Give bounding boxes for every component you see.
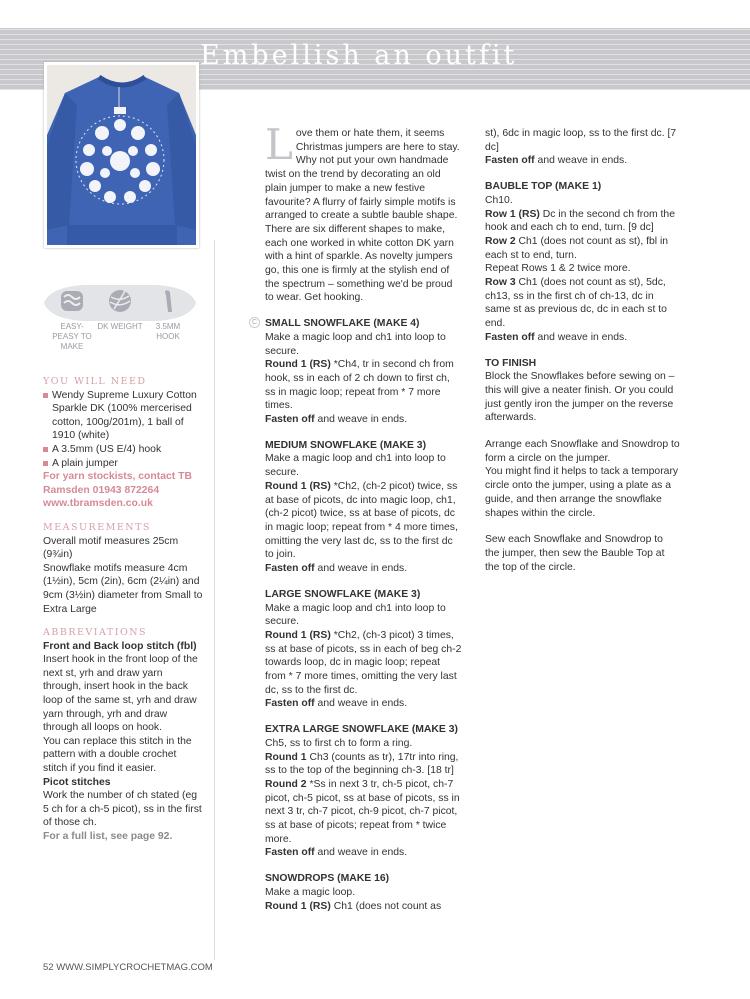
full-list-link[interactable]: For a full list, see page 92. <box>43 831 173 842</box>
fasten-text: and weave in ends. <box>314 414 408 426</box>
medium-line1: Make a magic loop and ch1 into loop to secure. <box>265 453 446 479</box>
fasten-label: Fasten off <box>265 414 315 426</box>
round-label: Round 1 <box>265 751 307 763</box>
picot-title: Picot stitches <box>43 776 111 788</box>
medium-snowflake-heading: MEDIUM SNOWFLAKE (MAKE 3) <box>265 439 427 451</box>
info-icon-weight <box>96 288 144 332</box>
icon-label: EASY-PEASY TO MAKE <box>52 322 92 351</box>
fasten-label: Fasten off <box>265 847 315 859</box>
bauble-fasten <box>485 331 680 345</box>
page-title: Embellish an outfit <box>200 40 518 71</box>
bauble-repeat: Repeat Rows 1 & 2 twice more. <box>485 263 631 275</box>
xl-line1: Ch5, ss to first ch to form a ring. <box>265 737 413 749</box>
fasten-text: and weave in ends. <box>314 563 408 575</box>
need-item <box>43 457 203 471</box>
bullet-square-icon <box>43 393 48 398</box>
yarn-ball-icon <box>107 288 133 314</box>
fasten-label: Fasten off <box>265 698 315 710</box>
large-round1 <box>265 629 463 698</box>
row-label: Row 1 (RS) <box>485 208 540 220</box>
snowdrops-continued: st), 6dc in magic loop, ss to the first dc. [7 dc] <box>485 128 677 153</box>
round-label: Round 1 (RS) <box>265 359 331 371</box>
round-label: Round 1 (RS) <box>265 480 331 492</box>
bullet-square-icon <box>43 447 48 452</box>
row-label: Row 3 <box>485 277 516 289</box>
need-item-text: A 3.5mm (US E/4) hook <box>52 443 162 455</box>
to-finish-heading: TO FINISH <box>485 357 537 369</box>
bauble-top-heading: BAUBLE TOP (MAKE 1) <box>485 181 602 193</box>
bullet-square-icon <box>43 461 48 466</box>
fasten-label: Fasten off <box>265 563 315 575</box>
snowdrops-heading: SNOWDROPS (MAKE 16) <box>265 873 390 885</box>
snowdrops-line1: Make a magic loop. <box>265 886 356 898</box>
row-text: Ch1 (does not count as st), 5dc, ch13, ss in the first ch of ch-13, dc in same st as previous dc, dc in each st to end. <box>485 277 667 330</box>
need-heading: YOU WILL NEED <box>43 376 147 387</box>
intro-text: ove them or hate them, it seems Christmas jumpers are here to stay. Why not put your own handmade twist on the trend by decorating an old plain jumper to make a new festive favourite? A flurry of fairly simple motifs is arranged to create a subtle bauble shape. There are six different shapes to make, each one worked in white cotton DK yarn with a hint of sparkle. As novelty jumpers go, this one is firmly at the stylish end of the spectrum – something we'd be proud to wear. Get hooking. <box>265 128 460 304</box>
row-label: Row 2 <box>485 235 516 247</box>
pattern-column-1 <box>265 120 463 913</box>
need-item <box>43 389 203 443</box>
sidebar <box>43 375 203 844</box>
need-item-text: A plain jumper <box>52 457 118 469</box>
column-divider <box>214 240 215 960</box>
info-icons <box>44 283 196 351</box>
round-label: Round 1 (RS) <box>265 629 331 641</box>
small-line1: Make a magic loop and ch1 into loop to secure. <box>265 331 446 357</box>
measurements-snowflakes: Snowflake motifs measure 4cm (1½in), 5cm (2in), 6cm (2¼in) and 9cm (3½in) diameter from Small to Extra Large <box>43 562 203 615</box>
bauble-row2 <box>485 235 680 262</box>
large-snowflake-heading: LARGE SNOWFLAKE (MAKE 3) <box>265 588 421 600</box>
round-text: *Ch2, (ch-3 picot) 3 times, ss at base of picots, ss in each of beg ch-2 towards loop, dc in magic loop; repeat from * 7 more times, omitting the very last dc, ss to the first dc. <box>265 629 462 696</box>
finish-paragraph: You might find it helps to tack a temporary circle onto the jumper, using a plate as a guide, and then arrange the snowflake shapes within the circle. <box>485 466 679 519</box>
small-fasten <box>265 413 463 427</box>
round-text: *Ss in next 3 tr, ch-5 picot, ch-7 picot, ch-5 picot, ss at base of picots, ss in next 3 tr, ch-7 picot, ch-9 picot, ch-7 picot, ss at base of picots; repeat from * twice more. <box>265 778 460 845</box>
medium-round1 <box>265 480 463 562</box>
medium-fasten <box>265 562 463 576</box>
fasten-text: and weave in ends. <box>314 847 408 859</box>
round-label: Round 1 (RS) <box>265 900 331 912</box>
round-text: *Ch2, (ch-2 picot) twice, ss at base of picots, dc into magic loop, ch1, (ch-2 picot) twice, ss at base of picots, dc in magic loop; repeat from * 4 more times, omitting the very last dc, ss to the first dc to join. <box>265 480 458 561</box>
abbreviations-heading: ABBREVIATIONS <box>43 627 148 639</box>
finish-paragraph: Sew each Snowflake and Snowdrop to the jumper, then sew the Bauble Top at the top of the circle. <box>485 534 665 573</box>
bauble-row1 <box>485 208 680 235</box>
drop-cap: L <box>265 120 293 169</box>
jumper-photo <box>44 62 199 248</box>
info-icon-hook <box>144 288 192 342</box>
fbl-title: Front and Back loop stitch (fbl) <box>43 640 197 652</box>
icon-label: DK WEIGHT <box>97 322 143 331</box>
large-line1: Make a magic loop and ch1 into loop to secure. <box>265 602 446 628</box>
round-text: Ch3 (counts as tr), 17tr into ring, ss to the top of the beginning ch-3. [18 tr] <box>265 751 459 777</box>
fbl-note: You can replace this stitch in the pattern with a double crochet stitch if you find it easier. <box>43 735 192 775</box>
measurements-overall: Overall motif measures 25cm (9¾in) <box>43 535 179 561</box>
pattern-column-2 <box>485 127 680 574</box>
xl-fasten <box>265 846 463 860</box>
xl-round1 <box>265 751 463 778</box>
easy-peasy-icon <box>59 288 85 314</box>
finish-paragraph: Arrange each Snowflake and Snowdrop to form a circle on the jumper. <box>485 439 680 464</box>
fasten-text: and weave in ends. <box>314 698 408 710</box>
page-footer <box>43 962 213 973</box>
stockists-note: For yarn stockists, contact TB Ramsden 01943 872264 www.tbramsden.co.uk <box>43 471 192 510</box>
small-snowflake-heading: SMALL SNOWFLAKE (MAKE 4) <box>265 318 420 330</box>
snowdrops-fasten <box>485 154 680 168</box>
xl-snowflake-heading: EXTRA LARGE SNOWFLAKE (MAKE 3) <box>265 724 458 736</box>
fasten-text: and weave in ends. <box>534 331 628 343</box>
snowdrops-round1 <box>265 900 463 914</box>
site-url[interactable]: WWW.SIMPLYCROCHETMAG.COM <box>56 962 213 973</box>
intro <box>265 120 463 305</box>
round-label: Round 2 <box>265 778 307 790</box>
round-text: Ch1 (does not count as <box>330 900 442 912</box>
finish-paragraph: Block the Snowflakes before sewing on – this will give a neater finish. Or you could just gently iron the jumper on the reverse afterwards. <box>485 371 675 424</box>
fbl-text: Insert hook in the front loop of the next st, yrh and draw yarn through, insert hook in the back loop of the same st, yrh and draw yarn through, yrh and draw through all loops on hook. <box>43 654 198 734</box>
hook-icon <box>155 288 181 314</box>
small-round1 <box>265 358 463 413</box>
need-item <box>43 443 203 457</box>
row-text: Dc in the second ch from the hook and each ch to end, turn. [9 dc] <box>485 208 675 234</box>
fasten-label: Fasten off <box>485 331 535 343</box>
fasten-label: Fasten off <box>485 155 535 167</box>
row-text: Ch1 (does not count as st), fbl in each st to end, turn. <box>485 235 669 261</box>
page-number: 52 <box>43 962 54 973</box>
xl-round2 <box>265 778 463 847</box>
section-marker: C <box>249 317 260 328</box>
measurements-heading: MEASUREMENTS <box>43 521 151 533</box>
bauble-line1: Ch10. <box>485 194 513 206</box>
round-text: *Ch4, tr in second ch from hook, ss in each of 2 ch down to first ch, ss in magic loop; repeat from * 7 more times. <box>265 359 454 412</box>
fasten-text: and weave in ends. <box>534 155 628 167</box>
large-fasten <box>265 697 463 711</box>
need-item-text: Wendy Supreme Luxury Cotton Sparkle DK (100% mercerised cotton, 100g/201m), 1 ball of 1910 (white) <box>52 389 197 442</box>
picot-text: Work the number of ch stated (eg 5 ch for a ch-5 picot), ss in the first of those ch. <box>43 790 202 829</box>
icon-label: 3.5MM HOOK <box>155 322 181 341</box>
info-icon-difficulty <box>48 288 96 352</box>
bauble-row3 <box>485 276 680 331</box>
